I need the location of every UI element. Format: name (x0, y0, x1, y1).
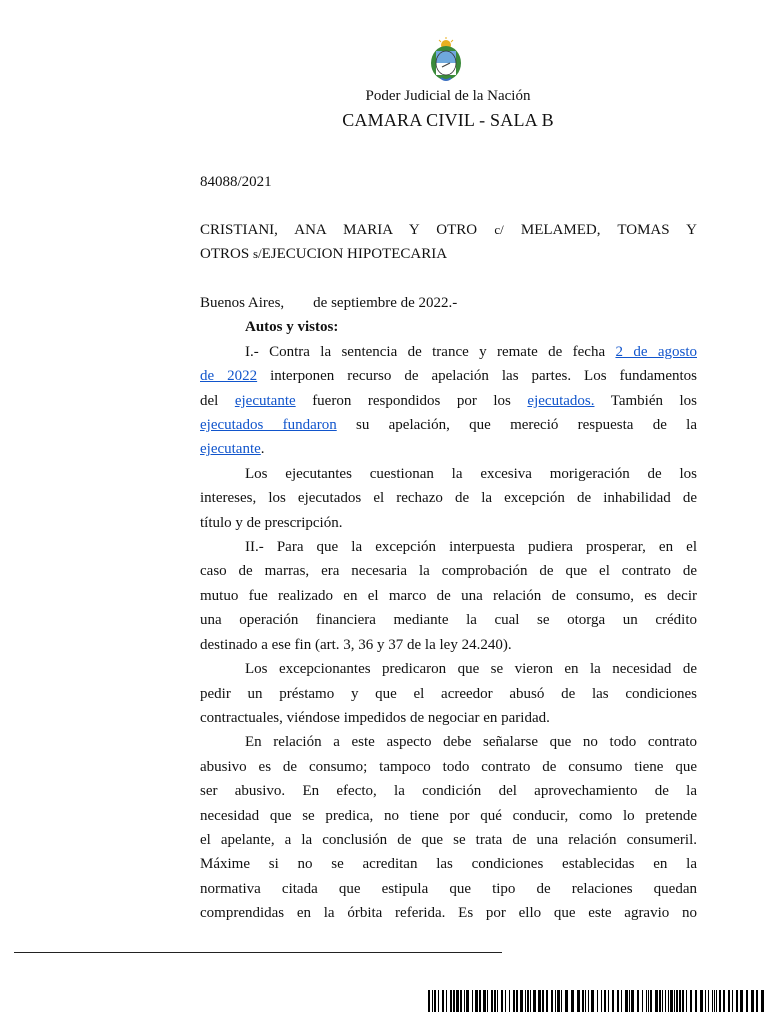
p1-line-5 (200, 437, 697, 461)
barcode-bar (679, 990, 681, 1012)
barcode-bar (483, 990, 486, 1012)
barcode-bar (740, 990, 743, 1012)
p3-line: una operación financiera mediante la cual se otorga un crédito (200, 612, 697, 629)
barcode-bar (723, 990, 725, 1012)
barcode-bar (453, 990, 455, 1012)
sobre-marker: s/ (252, 246, 262, 262)
barcode-bar (428, 990, 430, 1012)
barcode-bar (621, 990, 622, 1012)
barcode-bar (472, 990, 473, 1012)
barcode-bar (642, 990, 643, 1012)
barcode-bar (516, 990, 518, 1012)
case-number: 84088/2021 (200, 174, 272, 190)
barcode-bar (497, 990, 498, 1012)
p5-line: abusivo es de consumo; tampoco todo contrato de consumo tiene que (200, 758, 697, 775)
p4-line: pedir un préstamo y que el acreedor abusó de las condiciones (200, 685, 697, 702)
coat-of-arms-icon (428, 36, 464, 84)
barcode-bar (695, 990, 697, 1012)
case-caption-line-1 (200, 218, 697, 242)
p2-line: intereses, los ejecutados el rechazo de la excepción de inhabilidad de (200, 490, 697, 507)
defendants-cont: OTROS (200, 246, 250, 263)
p4-line: Los excepcionantes predicaron que se vieron en la necesidad de (245, 661, 697, 678)
p1-line-2 (200, 364, 697, 388)
p5-line: En relación a este aspecto debe señalarse que no todo contrato (245, 734, 697, 751)
barcode-bar (716, 990, 717, 1012)
barcode-bar (608, 990, 609, 1012)
barcode-bar (736, 990, 738, 1012)
barcode-bar (625, 990, 628, 1012)
barcode-bar (728, 990, 730, 1012)
barcode-bar (732, 990, 733, 1012)
case-caption-line-2 (200, 242, 697, 266)
chamber-title: CAMARA CIVIL - SALA B (342, 110, 554, 130)
contra-marker: c/ (494, 222, 504, 237)
defendants: MELAMED, TOMAS Y (520, 222, 698, 238)
barcode-bar (705, 990, 706, 1012)
p2-line: título y de prescripción. (200, 514, 343, 531)
barcode-bar (588, 990, 589, 1012)
barcode-bar (686, 990, 687, 1012)
p3-line: destinado a ese fin (art. 3, 36 y 37 de la ley 24.240). (200, 636, 512, 653)
p5-line: normativa citada que estipula que tipo de relaciones quedan (200, 880, 697, 897)
barcode-bar (631, 990, 634, 1012)
barcode-bar (513, 990, 515, 1012)
barcode-bar (662, 990, 663, 1012)
barcode-bar (648, 990, 649, 1012)
barcode-bar (637, 990, 639, 1012)
barcode-bar (751, 990, 754, 1012)
barcode-bar (670, 990, 673, 1012)
barcode-bar (442, 990, 444, 1012)
barcode-bar (475, 990, 478, 1012)
barcode-bar (494, 990, 496, 1012)
barcode-bar (659, 990, 661, 1012)
barcode-bar (668, 990, 669, 1012)
p3-line: mutuo fue realizado en el marco de una relación de consumo, es decir (200, 587, 697, 604)
barcode-bar (460, 990, 462, 1012)
barcode-bar (719, 990, 721, 1012)
barcode-bar (464, 990, 465, 1012)
p1-line-3 (200, 389, 697, 413)
p4-line: contractuales, viéndose impedidos de negociar en paridad. (200, 709, 550, 726)
p1-line-4 (200, 413, 697, 437)
p1-text: I.- Contra la sentencia de trance y remate de fecha (245, 343, 606, 360)
barcode-bar (456, 990, 459, 1012)
barcode-bar (520, 990, 523, 1012)
p3-line: II.- Para que la excepción interpuesta pudiera prosperar, en el (245, 539, 697, 556)
barcode-bar (650, 990, 652, 1012)
barcode-bar (629, 990, 630, 1012)
barcode-bar (505, 990, 506, 1012)
barcode-bar (565, 990, 568, 1012)
barcode-bar (591, 990, 594, 1012)
barcode-bar (700, 990, 703, 1012)
barcode-bar (555, 990, 556, 1012)
barcode-bar (761, 990, 764, 1012)
p1-text: del (200, 392, 219, 409)
p1-text: También los (610, 392, 698, 409)
footer-divider (14, 952, 502, 953)
link-date-cont[interactable]: de 2022 (200, 368, 258, 385)
p5-line: el apelante, a la conclusión de que se trata de una relación consumeril. (200, 831, 697, 848)
barcode-bar (690, 990, 692, 1012)
case-caption (200, 218, 697, 267)
barcode-bar (604, 990, 606, 1012)
barcode-bar (450, 990, 452, 1012)
date-place: Buenos Aires, (200, 295, 285, 311)
barcode-bar (538, 990, 541, 1012)
barcode-icon (428, 990, 768, 1012)
barcode-bar (432, 990, 433, 1012)
link-ejecutados-fundaron[interactable]: ejecutados fundaron (200, 417, 337, 434)
barcode-bar (617, 990, 619, 1012)
barcode-bar (571, 990, 574, 1012)
p1-line-1 (200, 340, 697, 364)
p5-line: Máxime si no se acreditan las condiciones establecidas en la (200, 856, 697, 873)
p5-line: ser abusivo. En efecto, la condición del aprovechamiento de la (200, 783, 697, 800)
barcode-bar (712, 990, 713, 1012)
barcode-bar (501, 990, 503, 1012)
barcode-bar (487, 990, 488, 1012)
p1-text: interponen recurso de apelación las partes. Los fundamentos (270, 368, 697, 385)
barcode-bar (479, 990, 481, 1012)
barcode-bar (542, 990, 544, 1012)
barcode-bar (674, 990, 675, 1012)
barcode-bar (509, 990, 510, 1012)
barcode-bar (655, 990, 658, 1012)
barcode-bar (665, 990, 666, 1012)
p1-text: . (260, 441, 265, 458)
barcode-bar (527, 990, 529, 1012)
barcode-bar (446, 990, 447, 1012)
barcode-bar (756, 990, 758, 1012)
barcode-bar (612, 990, 614, 1012)
barcode-bar (601, 990, 602, 1012)
link-ejecutados[interactable]: ejecutados. (527, 392, 595, 409)
p3-line: caso de marras, era necesaria la comprobación de que el contrato de (200, 563, 697, 580)
autos-heading (200, 315, 697, 339)
p1-text: su apelación, que mereció respuesta de la (356, 417, 697, 434)
plaintiffs: CRISTIANI, ANA MARIA Y OTRO (200, 222, 478, 238)
barcode-bar (746, 990, 748, 1012)
barcode-bar (682, 990, 684, 1012)
barcode-bar (525, 990, 526, 1012)
date-rest: de septiembre de 2022.- (313, 295, 458, 311)
barcode-bar (491, 990, 493, 1012)
institution-title: Poder Judicial de la Nación (365, 88, 531, 104)
barcode-bar (561, 990, 562, 1012)
autos-label: Autos y vistos: (245, 319, 339, 336)
link-date[interactable]: 2 de agosto (615, 343, 697, 360)
barcode-bar (577, 990, 580, 1012)
barcode-bar (466, 990, 469, 1012)
barcode-bar (438, 990, 439, 1012)
barcode-bar (646, 990, 647, 1012)
barcode-bar (557, 990, 560, 1012)
date-line (200, 291, 697, 315)
barcode-bar (434, 990, 436, 1012)
barcode-bar (585, 990, 586, 1012)
case-type: EJECUCION HIPOTECARIA (261, 246, 448, 263)
p2-line: Los ejecutantes cuestionan la excesiva morigeración de los (245, 465, 697, 482)
link-ejecutante[interactable]: ejecutante (234, 392, 296, 409)
p5-line: comprendidas en la órbita referida. Es por ello que este agravio no (200, 905, 697, 922)
barcode-bar (546, 990, 548, 1012)
link-ejecutante-respuesta[interactable]: ejecutante (200, 441, 261, 458)
barcode-bar (530, 990, 531, 1012)
p5-line: necesidad que se predica, no tiene por qué conducir, como lo pretende (200, 807, 697, 824)
barcode-bar (714, 990, 715, 1012)
barcode-bar (676, 990, 678, 1012)
barcode-bar (708, 990, 709, 1012)
barcode-bar (582, 990, 584, 1012)
barcode-bar (533, 990, 536, 1012)
barcode-bar (597, 990, 598, 1012)
document-body (200, 291, 697, 926)
barcode-bar (551, 990, 553, 1012)
p1-text: fueron respondidos por los (312, 392, 511, 409)
